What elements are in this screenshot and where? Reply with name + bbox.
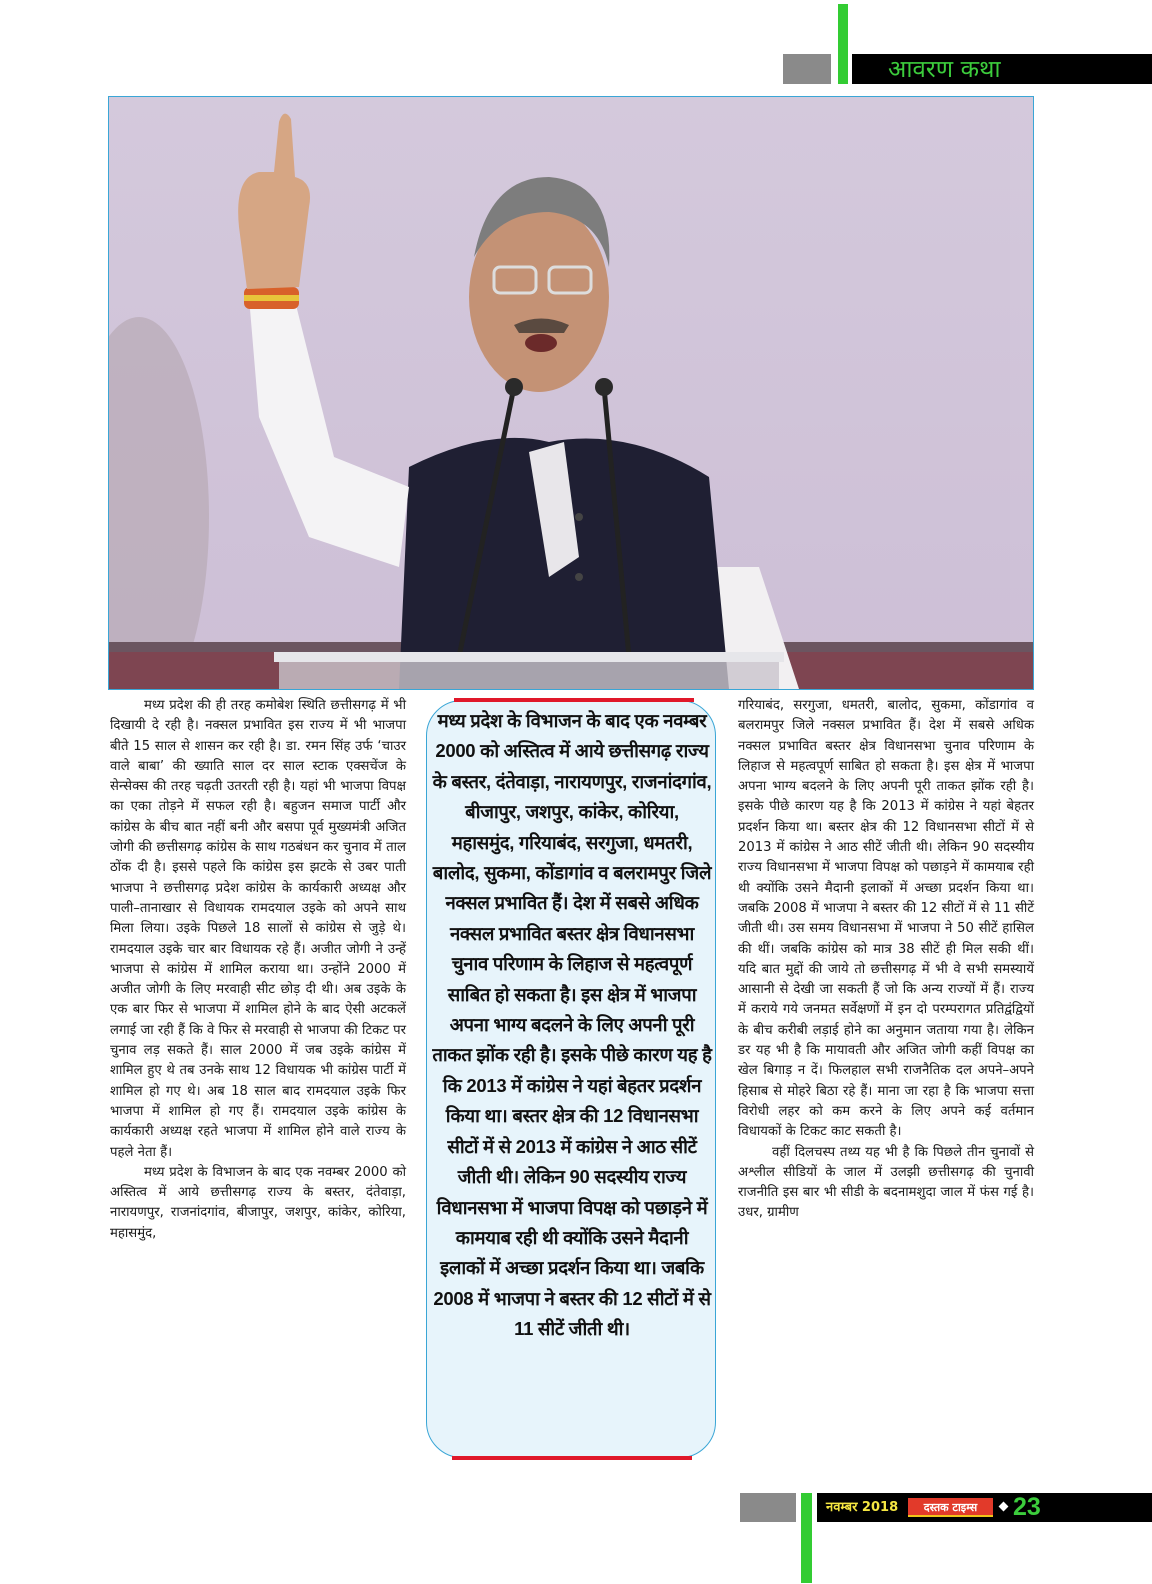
header-gray-block <box>783 54 831 84</box>
speaker-photo-illustration <box>109 97 1033 689</box>
page-number: 23 <box>1013 1493 1041 1521</box>
footer-green-rule <box>801 1493 812 1583</box>
article-paragraph: गरियाबंद, सरगुजा, धमतरी, बालोद, सुकमा, कोंडागांव व बलरामपुर जिले नक्सल प्रभावित हैं। देश में सबसे अधिक नक्सल प्रभावित बस्तर क्षेत्र विधानसभा चुनाव परिणाम के लिहाज से महत्वपूर्ण साबित हो सकता है। इस क्षेत्र में भाजपा अपना भाग्य बदलने के लिए अपनी पूरी ताकत झोंक रही है। इसके पीछे कारण यह है कि 2013 में कांग्रेस ने यहां बेहतर प्रदर्शन किया था। बस्तर क्षेत्र की 12 विधानसभा सीटों में से 2013 में कांग्रेस ने आठ सीटें जीती थी। लेकिन 90 सदस्यीय राज्य विधानसभा में भाजपा विपक्ष को पछाड़ने में कामयाब रही थी क्योंकि उसने मैदानी इलाकों में अच्छा प्रदर्शन किया था। जबकि 2008 में भाजपा ने बस्तर की 12 सीटों में से 11 सीटें जीती थी। उस समय विधानसभा में भाजपा ने 50 सीटें हासिल की थीं। जबकि कांग्रेस को मात्र 38 सीटें ही मिल सकी थीं। यदि बात मुद्दों की जाये तो छत्तीसगढ़ में भी वे सभी समस्यायें आसानी से देखी जा सकती हैं जो कि अन्य राज्यों में हैं। राज्य में कराये गये जनमत सर्वेक्षणों में इन दो परम्परागत प्रतिद्वंद्वियों के बीच करीबी लड़ाई होने का अनुमान जताया गया है। लेकिन डर यह भी है कि मायावती और अजित जोगी कहीं विपक्ष का खेल बिगाड़ न दें। फिलहाल सभी राजनैतिक दल अपने–अपने हिसाब से मोहरे बिठा रहे हैं। माना जा रहा है कि भाजपा सत्ता विरोधी लहर को कम करने के लिए अपने कई वर्तमान विधायकों के टिकट काट सकती है। <box>738 698 1034 1140</box>
article-column-left <box>110 696 406 1244</box>
article-paragraph: मध्य प्रदेश की ही तरह कमोबेश स्थिति छत्तीसगढ़ में भी दिखायी दे रही है। नक्सल प्रभावित इस राज्य में भी भाजपा बीते 15 साल से शासन कर रही है। डा. रमन सिंह उर्फ ‘चाउर वाले बाबा’ की ख्याति साल दर साल स्टाक एक्सचेंज के सेन्सेक्स की तरह चढ़ती उतरती रही है। यहां भी भाजपा विपक्ष का एका तोड़ने में सफल रही है। बहुजन समाज पार्टी और कांग्रेस के बीच बात नहीं बनी और बसपा पूर्व मुख्यमंत्री अजित जोगी की छत्तीसगढ़ कांग्रेस के साथ गठबंधन कर चुनाव में ताल ठोंक दी है। इससे पहले कि कांग्रेस इस झटके से उबर पाती भाजपा ने छत्तीसगढ़ प्रदेश कांग्रेस के कार्यकारी अध्यक्ष और पाली–तानाखार से विधायक रामदयाल उइके को अपने साथ मिला लिया। उइके पिछले 18 सालों से कांग्रेस से जुड़े थे। रामदयाल उइके चार बार विधायक रहे हैं। अजीत जोगी ने उन्हें भाजपा से कांग्रेस में शामिल कराया था। उन्होंने 2000 में अजीत जोगी के लिए मरवाही सीट छोड़ दी थी। अब उइके के एक बार फिर से भाजपा में शामिल होने के बाद ऐसी अटकलें लगाई जा रही हैं कि वे फिर से मरवाही से भाजपा की टिकट पर चुनाव लड़ सकते हैं। साल 2000 में जब उइके कांग्रेस में शामिल हुए थे तब उनके साथ 12 विधायक भी कांग्रेस पार्टी में शामिल हो गए थे। अब 18 साल बाद रामदयाल उइके फिर भाजपा में शामिल हो गए हैं। रामदयाल उइके कांग्रेस के कार्यकारी अध्यक्ष रहते भाजपा में शामिल होने वाले राज्य के पहले नेता हैं। <box>110 698 406 1160</box>
podium <box>279 662 779 689</box>
header-green-rule <box>838 4 848 84</box>
article-paragraph: मध्य प्रदेश के विभाजन के बाद एक नवम्बर 2000 को अस्तित्व में आये छत्तीसगढ़ राज्य के बस्तर, दंतेवाड़ा, नारायणपुर, राजनांदगांव, बीजापुर, जशपुर, कांकेर, कोरिया, महासमुंद, <box>110 1164 406 1241</box>
issue-date: नवम्बर 2018 <box>826 1500 899 1515</box>
cover-photo <box>108 96 1034 690</box>
podium-top <box>274 652 784 662</box>
pull-quote-text: मध्य प्रदेश के विभाजन के बाद एक नवम्बर 2000 को अस्तित्व में आये छत्तीसगढ़ राज्य के बस्तर, दंतेवाड़ा, नारायणपुर, राजनांदगांव, बीजापुर, जशपुर, कांकेर, कोरिया, महासमुंद, गरियाबंद, सरगुजा, धमतरी, बालोद, सुकमा, कोंडागांव व बलरामपुर जिले नक्सल प्रभावित हैं। देश में सबसे अधिक नक्सल प्रभावित बस्तर क्षेत्र विधानसभा चुनाव परिणाम के लिहाज से महत्वपूर्ण साबित हो सकता है। इस क्षेत्र में भाजपा अपना भाग्य बदलने के लिए अपनी पूरी ताकत झोंक रही है। इसके पीछे कारण यह है कि 2013 में कांग्रेस ने यहां बेहतर प्रदर्शन किया था। बस्तर क्षेत्र की 12 विधानसभा सीटों में से 2013 में कांग्रेस ने आठ सीटें जीती थी। लेकिन 90 सदस्यीय राज्य विधानसभा में भाजपा विपक्ष को पछाड़ने में कामयाब रही थी क्योंकि उसने मैदानी इलाकों में अच्छा प्रदर्शन किया था। जबकि 2008 में भाजपा ने बस्तर की 12 सीटों में से 11 सीटें जीती थी। <box>432 710 712 1340</box>
pull-quote-top-rule <box>454 698 694 702</box>
section-title: आवरण कथा <box>888 55 1001 83</box>
article-column-right <box>738 696 1034 1224</box>
magazine-logo: दस्तक टाइम्स <box>908 1498 993 1517</box>
article-paragraph: वहीं दिलचस्प तथ्य यह भी है कि पिछले तीन चुनावों से अश्लील सीडियों के जाल में उलझी छत्तीसगढ़ की चुनावी राजनीति इस बार भी सीडी के बदनामशुदा जाल में फंस गई है। उधर, ग्रामीण <box>738 1144 1034 1221</box>
pull-quote-bottom-rule <box>452 1456 692 1460</box>
footer-gray-block <box>740 1493 796 1522</box>
